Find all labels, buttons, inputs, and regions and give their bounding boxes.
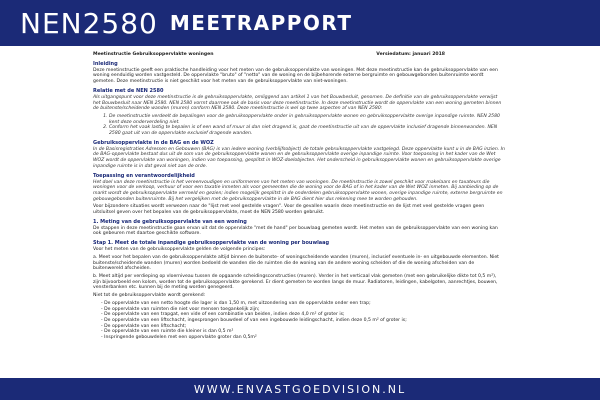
list-item: 2. Conform het vaak lastig te bepalen is of een wand of muur al dan niet dragend is, gaat de meetinstructie uit van de oppervlakte inclusief dragende binnenwanden. NEN 2580 gaat uit van de oppervlakte exclusief dragende wanden. xyxy=(109,125,505,136)
footer-website: WWW.ENVASTGOEDVISION.NL xyxy=(193,382,407,396)
paragraph-relatie: Als uitgangspunt voor deze meetinstructie is de gebruiksoppervlakte, omliggend aan artikel 1 van het Bouwbesluit, genomen. De definitie van de gebruiksoppervlakte verwijst het Bouwbesluit naar NEN 2580. NEN 2580 vormt daarmee ook de basis voor deze meetinstructie. In deze meetinstructie wordt de oppervlakte van een woning gemeten binnen de buitenste/scheidende wanden (muren) conform NEN 2580. Deze meetinstructie is wel op twee aspecten af van NEN 2580: xyxy=(93,94,502,112)
paragraph-toepassing-1: Het doel van deze meetinstructie is het vereenvoudigen en uniformeren van het meten van woningen. De meetinstructie is zowel geschikt voor makelaars en taxateurs die woningen voor de verkoop, verhuur of voor een taxatie inmeten als voor gemeenten die de woning voor de BAG of in het kader van de Wet WOZ inmeten. Bij aanbieding op de markt wordt de gebruiksoppervlakte vermeld en gezien; indien mogelijk gesplitst in de onderdelen gebruiksoppervlakte wonen, overige inpandige ruimte, externe bergruimte en gebouwgebonden buitenruimte. Bij het vergelijken met de gebruiksoppervlakte in de BAG dient hier dus rekening mee te worden gehouden. xyxy=(93,179,503,202)
list-item: - De oppervlakte van een ruimte die kleiner is dan 0,5 m² xyxy=(101,329,234,335)
relatie-list xyxy=(93,114,505,137)
paragraph-toepassing-2: Voor bijzondere situaties wordt verwezen naar de "lijst met veel gestelde vragen". Voor de gevallen waarin deze meetinstructie en de lijst met veel gestelde vragen geen uitsluitsel geven over het bepalen van de gebruiksoppervlakte, moet de NEN 2580 worden gebruikt. xyxy=(93,204,485,216)
paragraph-stap1-a: a. Meet voor het bepalen van de gebruiksoppervlakte altijd binnen de buitenste- of woningscheidende wanden (muren), inclusief eventuele in- en uitgebouwde elementen. Niet buitenste/scheidende wanden (muren) worden bedoeld de wanden die de ruimten die de woning van de andere woning scheiden of die de woning afscheiden van de buitenwereld afscheiden. xyxy=(93,254,499,272)
list-item: 1. De meetinstructie verdeelt de bepalingen voor de gebruiksoppervlakte onder in gebruiksoppervlakte wonen en gebruiksoppervlakte overige inpandige ruimte. NEN 2580 kent deze onderverdeling niet. xyxy=(109,114,505,125)
section-heading-inleiding: Inleiding xyxy=(93,60,118,67)
meta-version: Versiedatum: januari 2018 xyxy=(376,52,445,57)
section-heading-stap1: Stap 1. Meet de totale inpandige gebruiksoppervlakte van de woning per bouwlaag xyxy=(93,240,330,247)
meta-line xyxy=(93,52,505,58)
paragraph-stap1-c: Niet tot de gebruiksoppervlakte wordt gerekend: xyxy=(93,293,206,299)
list-item: - De oppervlakte van een netto hoogte die lager is dan 1,50 m, met uitzondering van de oppervlakte onder een trap; xyxy=(101,300,371,306)
paragraph-meting: De stappen in deze meetinstructie gaan ervan uit dat de oppervlakte "met de hand" per bouwlaag gemeten wordt. Het meten van de gebruiksoppervlakte van een woning kan ook gebeuren met daartoe geschikte software. xyxy=(93,225,498,237)
list-item: - De oppervlakte van een trapgat, een vide of een combinatie van beiden, indien deze 4,0 m² of groter is; xyxy=(101,312,345,318)
brand-subtitle: MEETRAPPORT xyxy=(169,11,353,35)
section-heading-woz: Gebruiksoppervlakte in de BAG en de WOZ xyxy=(93,139,214,146)
stap1-exclusions-list xyxy=(93,301,505,341)
section-heading-toepassing: Toepassing en verantwoordelijkheid xyxy=(93,172,195,179)
paragraph-stap1-b: b. Meet altijd per verdieping op vloerniveau tussen de opgaande scheidingsconstructies (muren). Verder in het verticaal vlak gemeten (met een gebruikelijke dikte tot 0,5 m²), zijn bijvoorbeeld een kolom, worden tot de gebruiksoppervlakte gerekend. Er dient gemeten te worden langs de muur. Radiatoren, leidingen, kabelgoten, aanrechtjes, bouwen, vensterbanken etc. kunnen bij de meting worden genegeerd. xyxy=(93,273,498,291)
header-banner xyxy=(0,0,600,46)
paragraph-stap1-intro: Voor het meten van de gebruiksoppervlakte gelden de volgende principes: xyxy=(93,247,266,253)
section-heading-meting: 1. Meting van de gebruiksoppervlakte van een woning xyxy=(93,218,247,225)
paragraph-inleiding: Deze meetinstructie geeft een praktische handleiding voor het meten van de gebruiksoppervlakte van woningen. Met deze meetinstructie kan de gebruiksoppervlakte van een woning eenduidig worden vastgesteld. De oppervlakte "bruto" of "netto" van de woning en de bijbehorende externe bergruimte en gebouwgebonden buitenruimte wordt gemeten. Deze meetinstructie is niet geschikt voor het meten van de gebruiksoppervlakte van niet-woningen. xyxy=(93,67,498,85)
document-body xyxy=(93,52,505,343)
list-item: - De oppervlakte van een liftschacht, ingesprongen bouwdeel of van een ingebouwde leidingschacht, indien deze 0,5 m² of groter is; xyxy=(101,317,407,323)
list-item: - Inspringende gebouwdelen met een oppervlakte groter dan 0,5m² xyxy=(101,335,257,341)
meta-title: Meetinstructie Gebruiksoppervlakte woningen xyxy=(93,52,214,57)
list-item: - De oppervlakte van ruimten die niet voor mensen toegankelijk zijn; xyxy=(101,306,260,312)
brand-title: NEN2580 xyxy=(20,6,158,40)
list-item: - De oppervlakte van een liftschacht; xyxy=(101,323,187,329)
footer-banner xyxy=(0,378,600,400)
section-heading-relatie: Relatie met de NEN 2580 xyxy=(93,87,164,94)
paragraph-woz: In de Basisregistraties Adressen en Gebouwen (BAG) is van iedere woning (verblijfsobject) de totale gebruiksoppervlakte vastgelegd. Deze oppervlakte kunt u in de BAG inzien. In de BAG-oppervlakte bestaat dus uit de som van de gebruiksoppervlakte wonen en de gebruiksoppervlakte overige inpandige ruimte. Voor toepassing in het kader van de Wet WOZ wordt de oppervlakte van woningen, indien van toepassing, gesplitst in WOZ-doelobjecten. Het onderscheid in gebruiksoppervlakte wonen en gebruiksoppervlakte overige inpandige ruimte is in dat geval niet aan de orde. xyxy=(93,146,505,169)
